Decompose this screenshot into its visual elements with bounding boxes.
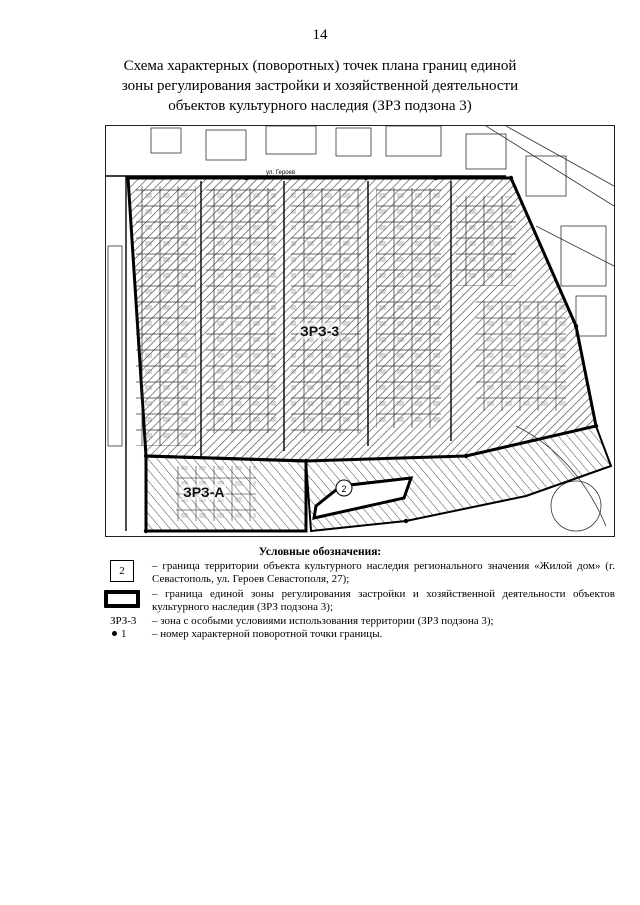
legend-text: – граница территории объекта культурного наследия регионального значения «Жилой дом» (г. Севастополь, ул. Героев Севастополя, 27); [152, 560, 615, 585]
legend-item-turning-point [110, 628, 615, 642]
zone-map [105, 125, 615, 537]
legend-title: Условные обозначения: [258, 546, 382, 558]
legend-symbol-thick-outline [104, 590, 140, 608]
page-title: Схема характерных (поворотных) точек плана границ единой зоны регулирования застройки и хозяйственной деятельности объектов культурного наследия (ЗРЗ подзона 3) [121, 58, 519, 114]
legend-point-number: 1 [121, 628, 127, 640]
legend-text: – номер характерной поворотной точки границы. [152, 628, 383, 640]
map-drawing [106, 126, 614, 536]
legend-symbol-zone-code: ЗРЗ-3 [110, 615, 137, 627]
legend-text: – зона с особыми условиями использования территории (ЗРЗ подзона 3); [152, 615, 494, 627]
legend-item-heritage-boundary [110, 560, 615, 588]
legend-item-zone-code [110, 615, 615, 629]
point-dot-icon [112, 631, 117, 636]
page-number: 14 [312, 27, 328, 43]
street-name: ул. Героев [266, 170, 296, 176]
zone-label-main: ЗРЗ-3 [300, 323, 340, 339]
legend-symbol-numbered-box: 2 [110, 560, 134, 582]
heritage-object-number: 2 [341, 484, 347, 494]
legend-text: – граница единой зоны регулирования застройки и хозяйственной деятельности объектов культурного наследия (ЗРЗ подзона 3); [152, 588, 615, 613]
zone-label-secondary: ЗРЗ-А [183, 484, 225, 500]
legend-symbol-point [110, 628, 127, 641]
legend-item-zone-boundary [110, 588, 615, 616]
